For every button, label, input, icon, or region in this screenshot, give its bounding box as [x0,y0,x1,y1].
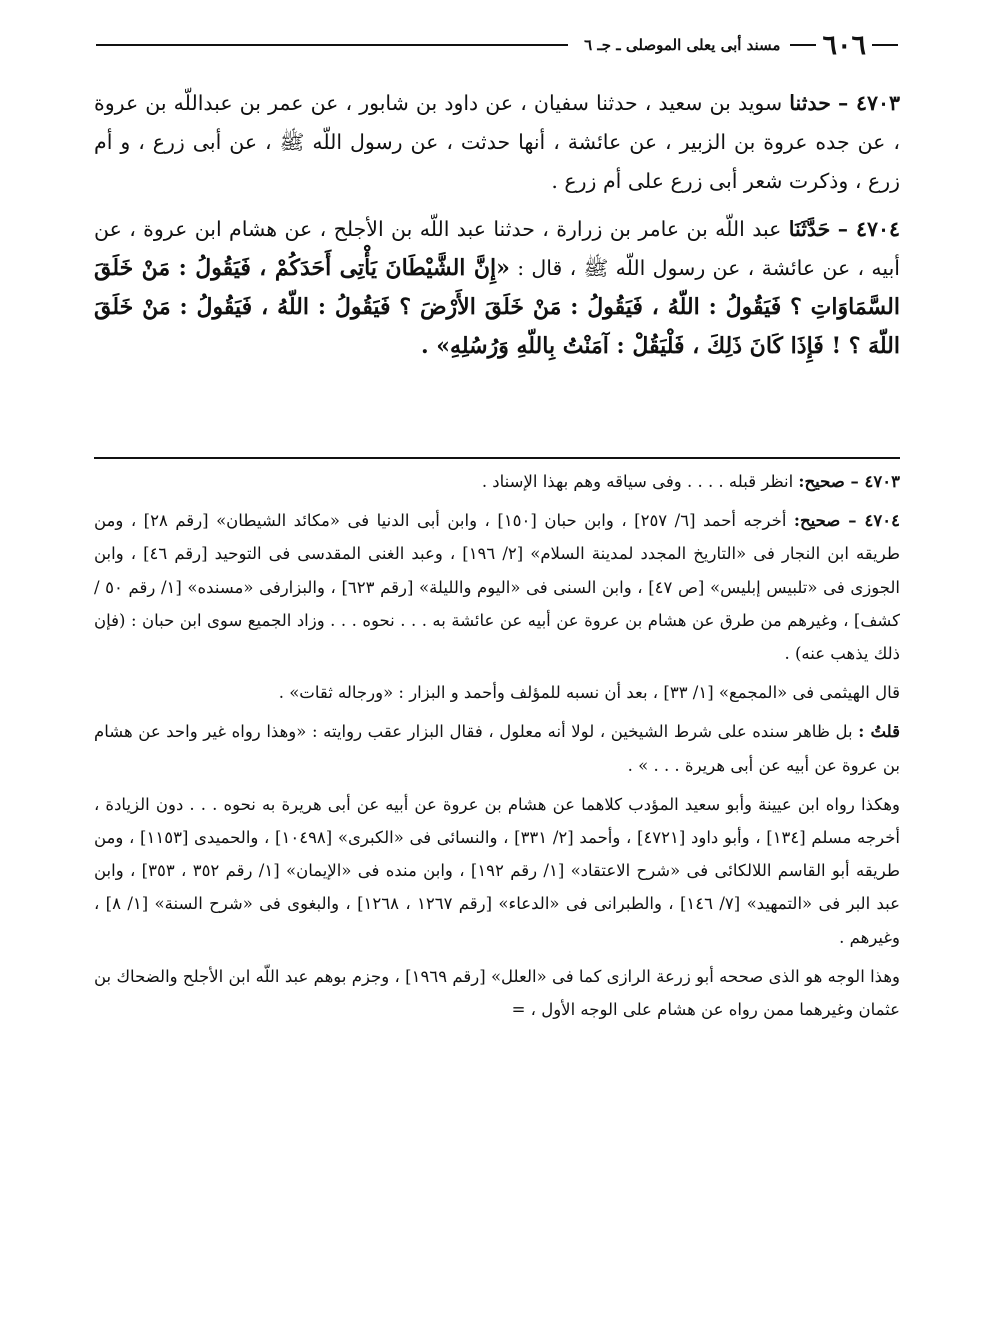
running-title: مسند أبى يعلى الموصلى ـ جـ ٦ [584,36,781,54]
hadith-lead: حدثنا [789,91,831,115]
note-4703 [94,465,900,498]
note-label: ٤٧٠٤ – صحيح: [793,511,900,531]
hadith-4703 [94,84,900,201]
note-text: انظر قبله . . . . وفى سياقه وهم بهذا الإسناد . [481,472,794,491]
header-dash-mid [790,44,816,46]
note-wahadha: وهذا الوجه هو الذى صححه أبو زرعة الرازى كما فى «العلل» [رقم ١٩٦٩] ، وجزم بوهم عبد اللّه ابن الأجلح والضحاك بن عثمان وغيرهما ممن رواه عن هشام على الوجه الأول ، = [94,966,901,1020]
note-hakadha: وهكذا رواه ابن عيينة وأبو سعيد المؤدب كلاهما عن هشام بن عروة عن أبيه عن أبى هريرة به نحوه . . . دون الزيادة ، أخرجه مسلم [١٣٤] ، وأبو داود [٤٧٢١] ، وأحمد [٢/ ٣٣١] ، والنسائى فى «الكبرى» [١٠٤٩٨] ، والحميدى [١١٥٣] ، ومن طريقه أبو القاسم اللالكائى فى «شرح الاعتقاد» [١/ رقم ١٩٢] ، وابن منده فى «الإيمان» [١/ رقم ٣٥٢ ، ٣٥٣] ، وابن عبد البر فى «التمهيد» [٧/ ١٤٦] ، والطبرانى فى «الدعاء» [رقم ١٢٦٧ ، ١٢٦٨] ، والبغوى فى «شرح السنة» [١/ ٨] ، وغيرهم . [94,794,900,947]
page-header [90,30,898,60]
hadith-4704 [94,210,900,366]
note-haythami: قال الهيثمى فى «المجمع» [١/ ٣٣] ، بعد أن نسبه للمؤلف وأحمد و البزار : «ورجاله ثقات» . [278,683,900,703]
page-number: ٦٠٦ [822,29,866,61]
hadith-body: عبد اللّه بن عامر بن زرارة ، حدثنا عبد اللّه بن الأجلح ، عن هشام ابن عروة ، عن أبيه ، عن عائشة ، عن رسول اللّه ﷺ ، قال : [94,217,900,280]
header-dash-right [872,44,898,46]
hadith-number: ٤٧٠٣ – [837,91,900,115]
hadith-number: ٤٧٠٤ – [837,217,900,241]
note-text: بل ظاهر سنده على شرط الشيخين ، لولا أنه معلول ، فقال البزار عقب روايته : «وهذا رواه غير واحد عن هشام بن عروة عن أبيه عن أبى هريرة . . . » . [94,722,900,775]
note-text: أخرجه أحمد [٦/ ٢٥٧] ، وابن حبان [١٥٠] ، وابن أبى الدنيا فى «مكائد الشيطان» [رقم ٢٨] ، ومن طريقه ابن النجار فى «التاريخ المجدد لمدينة السلام» [٢/ ١٩٦] ، وعبد الغنى المقدسى فى التوحيد [رقم ٤٦] ، وابن الجوزى فى «تلبيس إبليس» [ص ٤٧] ، وابن السنى فى «اليوم والليلة» [رقم ٦٢٣] ، والبزارفى «مسنده» [١/ رقم ٥٠ / كشف] ، وغيرهم من طرق عن هشام بن عروة عن أبيه عن عائشة به . . . نحوه . . . وزاد الجميع سوى ابن حبان : (فإن ذلك يذهب عنه) . [94,511,900,664]
header-rule [96,44,568,46]
note-qultu [94,715,900,781]
hadith-body: سويد بن سعيد ، حدثنا سفيان ، عن داود بن شابور ، عن عمر بن عبداللّه بن عروة ، عن جده عروة بن الزبير ، عن عائشة ، أنها حدثت ، عن رسول اللّه ﷺ ، عن أبى زرع ، و أم زرع ، وذكرت شعر أبى زرع على أم زرع . [94,91,900,193]
note-label: قلتُ : [858,722,901,742]
note-label: ٤٧٠٣ – صحيح: [798,472,900,491]
footnotes [94,465,900,1032]
hadith-lead: حَدَّثَنَا [788,217,831,241]
hadith-quote: «إِنَّ الشَّيْطَانَ يَأْتِى أَحَدَكُمْ ، فَيَقُولُ : مَنْ خَلَقَ السَّمَاوَاتِ ؟ فَيَقُولُ : اللّهُ ، فَيَقُولُ : مَنْ خَلَقَ الأَرْضَ ؟ فَيَقُولُ : اللّهُ ، فَيَقُولُ : مَنْ خَلَقَ اللّهَ ؟ ! فَإِذَا كَانَ ذَلِكَ ، فَلْيَقُلْ : آمَنْتُ بِاللّهِ وَرُسُلِهِ» . [94,255,900,359]
hadith-text-block [94,84,900,375]
footnote-separator [94,457,900,459]
note-4704 [94,504,900,670]
